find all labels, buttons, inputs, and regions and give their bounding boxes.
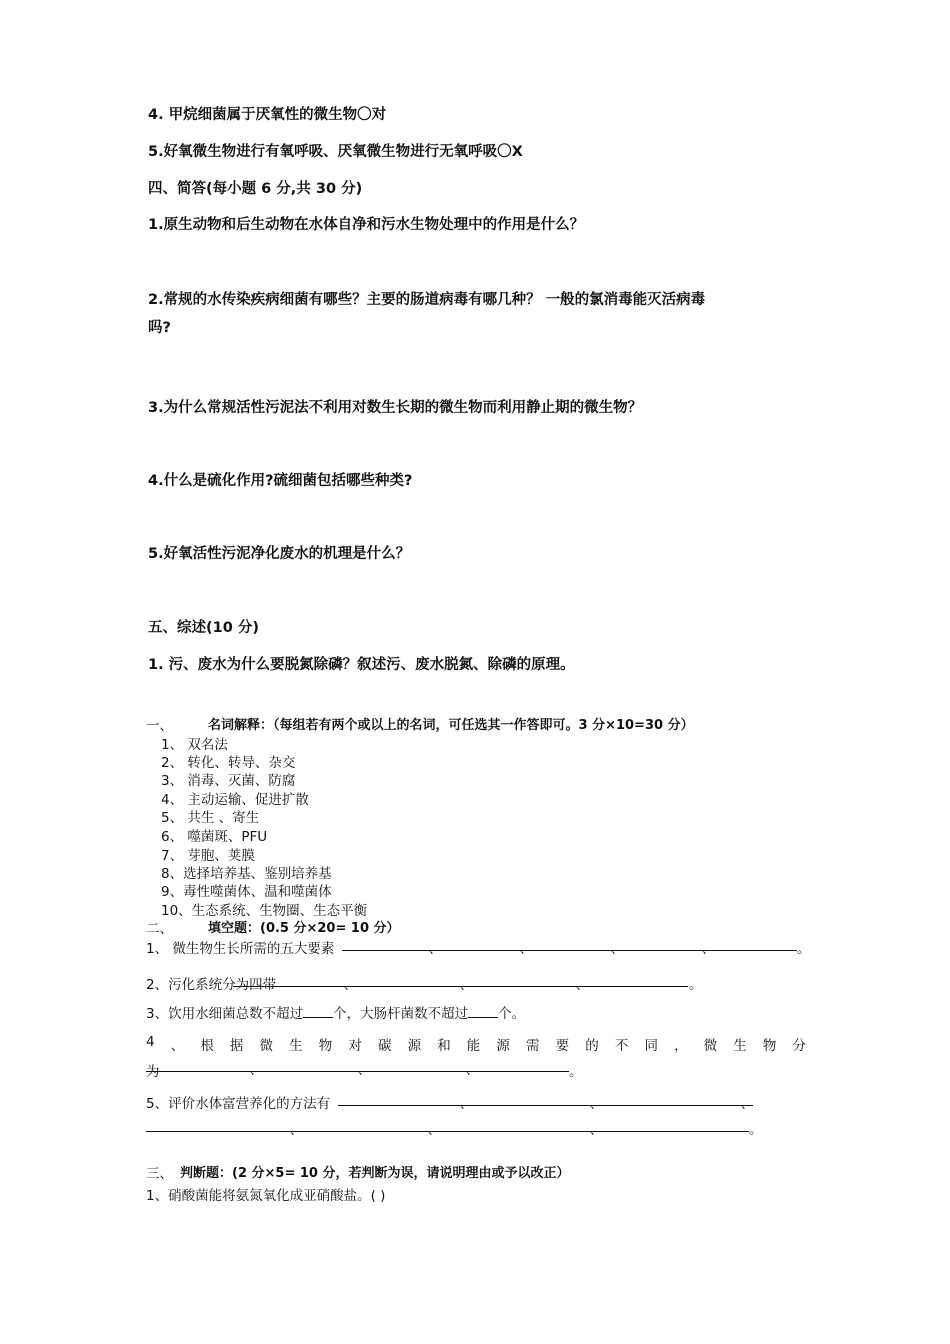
- short-answer-1: 1.原生动物和后生动物在水体自净和污水生物处理中的作用是什么？: [148, 217, 585, 233]
- char: 微: [259, 1038, 274, 1054]
- fill-blank-5a[interactable]: [338, 1105, 753, 1106]
- judge-question-1: 1、硝酸菌能将氨氮氧化成亚硝酸盐。( ): [146, 1188, 386, 1204]
- blank-separator: 、: [358, 1063, 371, 1077]
- period: 。: [569, 1064, 583, 1080]
- char: 同: [644, 1038, 658, 1054]
- short-answer-3: 3.为什么常规活性污泥法不利用对数生长期的微生物而利用静止期的微生物？: [148, 400, 643, 416]
- char: 、: [170, 1038, 185, 1054]
- short-answer-2-cont: 吗?: [148, 320, 171, 336]
- blank-separator: 、: [429, 942, 442, 956]
- blank-separator: 、: [460, 978, 473, 992]
- blank-separator: 、: [290, 1123, 303, 1137]
- char: 微: [703, 1038, 718, 1054]
- term-item-7: 7、 芽胞、荚膜: [161, 848, 255, 864]
- fill-question-1: 1、 微生物生长所需的五大要素: [146, 941, 335, 957]
- term-item-4: 4、 主动运输、促进扩散: [161, 792, 309, 808]
- part-2-number: 二、: [146, 921, 173, 937]
- char: 的: [585, 1038, 599, 1054]
- fill-question-5: 5、评价水体富营养化的方法有: [146, 1096, 331, 1112]
- section-5-title: 五、综述(10 分): [148, 620, 259, 636]
- part-1-title: 名词解释：（每组若有两个或以上的名词，可任选其一作答即可。3 分×10=30 分）: [208, 718, 694, 733]
- short-answer-4: 4.什么是硫化作用?硫细菌包括哪些种类?: [148, 473, 413, 489]
- char: 和: [437, 1038, 451, 1054]
- term-item-9: 9、毒性噬菌体、温和噬菌体: [161, 884, 332, 900]
- period: 。: [689, 977, 703, 993]
- char: 分: [792, 1038, 806, 1054]
- part-3-title: 判断题：(2 分×5= 10 分，若判断为误，请说明理由或予以改正）: [180, 1166, 570, 1181]
- fill-blank-3a[interactable]: [303, 1005, 333, 1018]
- fill-question-4: [146, 1034, 806, 1054]
- blank-separator: 、: [741, 1097, 754, 1111]
- char: 源: [496, 1038, 510, 1054]
- fill-blank-3b[interactable]: [468, 1005, 498, 1018]
- term-item-6: 6、 噬菌斑、PFU: [161, 829, 268, 845]
- char: 能: [466, 1038, 481, 1054]
- blank-separator: 、: [576, 978, 589, 992]
- char: 物: [762, 1038, 777, 1054]
- part-1-number: 一、: [146, 718, 173, 734]
- char: 要: [555, 1038, 570, 1054]
- fill-question-3-text-c: 个。: [498, 1006, 526, 1022]
- blank-separator: 、: [250, 1063, 263, 1077]
- blank-separator: 、: [520, 942, 533, 956]
- char: 物: [318, 1038, 333, 1054]
- char: 生: [733, 1038, 747, 1054]
- judge-item-4: 4. 甲烷细菌属于厌氧性的微生物〇对: [148, 107, 387, 123]
- term-item-10: 10、生态系统、生物圈、生态平衡: [161, 903, 368, 919]
- term-item-5: 5、 共生 、寄生: [161, 810, 260, 826]
- fill-question-4-cont: 为: [146, 1064, 160, 1080]
- term-item-3: 3、 消毒、灭菌、防腐: [161, 773, 296, 789]
- term-item-2: 2、 转化、转导、杂交: [161, 755, 296, 771]
- fill-question-3-text-b: 个，大肠杆菌数不超过: [333, 1006, 469, 1022]
- fill-question-3: [146, 1002, 525, 1022]
- fill-blank-5b[interactable]: [146, 1131, 749, 1132]
- period: 。: [797, 941, 811, 957]
- blank-separator: 、: [702, 942, 715, 956]
- blank-separator: 、: [590, 1097, 603, 1111]
- blank-separator: 、: [466, 1063, 479, 1077]
- char: 根: [200, 1038, 214, 1054]
- fill-blank-1[interactable]: [342, 950, 797, 951]
- blank-separator: 、: [344, 978, 357, 992]
- short-answer-2: 2.常规的水传染疾病细菌有哪些？主要的肠道病毒有哪几种？ 一般的氯消毒能灭活病毒: [148, 292, 706, 308]
- char: 4: [146, 1034, 155, 1050]
- fill-question-3-text-a: 3、饮用水细菌总数不超过: [146, 1006, 304, 1022]
- fill-question-4-spread: [146, 1034, 806, 1054]
- fill-question-2: 2、污化系统分为四带: [146, 977, 277, 993]
- blank-separator: 、: [460, 1097, 473, 1111]
- char: 生: [289, 1038, 303, 1054]
- blank-separator: 、: [590, 1123, 603, 1137]
- char: 需: [526, 1038, 540, 1054]
- section-4-title: 四、简答(每小题 6 分,共 30 分): [148, 181, 363, 197]
- char: 源: [407, 1038, 422, 1054]
- char: ，: [674, 1038, 688, 1054]
- period: 。: [749, 1122, 763, 1138]
- term-item-1: 1、 双名法: [161, 737, 228, 753]
- blank-separator: 、: [428, 1123, 441, 1137]
- char: 对: [348, 1038, 362, 1054]
- char: 碳: [377, 1038, 392, 1054]
- essay-question-1: 1. 污、废水为什么要脱氮除磷？叙述污、废水脱氮、除磷的原理。: [148, 657, 575, 673]
- judge-item-5: 5.好氧微生物进行有氧呼吸、厌氧微生物进行无氧呼吸〇X: [148, 144, 523, 160]
- short-answer-5: 5.好氧活性污泥净化废水的机理是什么？: [148, 546, 411, 562]
- part-2-title: 填空题：(0.5 分×20= 10 分）: [208, 921, 400, 936]
- part-3-number: 三、: [146, 1166, 173, 1182]
- term-item-8: 8、选择培养基、鉴别培养基: [161, 866, 332, 882]
- char: 据: [229, 1038, 244, 1054]
- blank-separator: 、: [611, 942, 624, 956]
- char: 不: [614, 1038, 629, 1054]
